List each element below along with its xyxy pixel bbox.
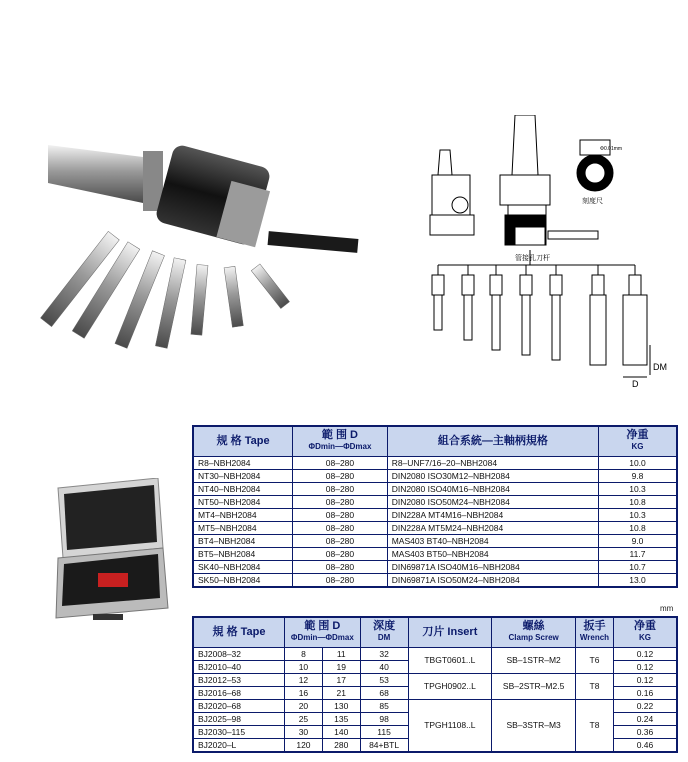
spindle-spec-table — [192, 425, 678, 588]
screw: SB–2STR–M2.5 — [492, 673, 576, 699]
unit-label: mm — [660, 604, 674, 613]
dmin: 120 — [285, 738, 323, 752]
weight: 9.8 — [598, 469, 677, 482]
col-range — [293, 426, 387, 456]
spec: BJ2020–68 — [193, 699, 285, 712]
spec: BJ2030–115 — [193, 725, 285, 738]
spec: NT30–NBH2084 — [193, 469, 293, 482]
weight: 0.22 — [613, 699, 677, 712]
weight: 10.7 — [598, 560, 677, 573]
col-weight-label: 净重 — [633, 620, 656, 633]
screw: SB–1STR–M2 — [492, 647, 576, 673]
col-insert: 刀片 Insert — [408, 617, 492, 647]
table-row — [193, 547, 677, 560]
spec: BJ2016–68 — [193, 686, 285, 699]
weight: 13.0 — [598, 573, 677, 587]
range: 08–280 — [293, 482, 387, 495]
depth: 98 — [360, 712, 408, 725]
insert: TPGH0902..L — [408, 673, 492, 699]
col-screw-label: 螺絲 — [522, 620, 545, 633]
dmax: 130 — [322, 699, 360, 712]
table-row — [193, 673, 677, 686]
dm-size-label: Φ0.01mm — [600, 146, 623, 152]
combo: DIN228A MT5M24–NBH2084 — [387, 521, 598, 534]
combo: DIN228A MT4M16–NBH2084 — [387, 508, 598, 521]
dmin: 12 — [285, 673, 323, 686]
table-row — [193, 699, 677, 712]
range: 08–280 — [293, 456, 387, 469]
col-depth-label: 深度 — [373, 620, 396, 633]
table-row — [193, 495, 677, 508]
col-weight-sub: KG — [631, 442, 644, 452]
spec: SK50–NBH2084 — [193, 573, 293, 587]
combo: MAS403 BT40–NBH2084 — [387, 534, 598, 547]
range: 08–280 — [293, 495, 387, 508]
range: 08–280 — [293, 521, 387, 534]
weight: 9.0 — [598, 534, 677, 547]
weight: 11.7 — [598, 547, 677, 560]
spec: NT50–NBH2084 — [193, 495, 293, 508]
spec: NT40–NBH2084 — [193, 482, 293, 495]
weight: 0.16 — [613, 686, 677, 699]
depth: 85 — [360, 699, 408, 712]
col-weight-label: 净重 — [626, 429, 649, 442]
range: 08–280 — [293, 547, 387, 560]
weight: 10.3 — [598, 482, 677, 495]
spec: BJ2020–L — [193, 738, 285, 752]
spec: SK40–NBH2084 — [193, 560, 293, 573]
col-range-label: 範 围 D — [304, 620, 341, 633]
table-row — [193, 560, 677, 573]
col-depth — [360, 617, 408, 647]
weight: 10.0 — [598, 456, 677, 469]
col-weight — [598, 426, 677, 456]
weight: 0.12 — [613, 673, 677, 686]
scale-label: 刻度尺 — [582, 198, 603, 205]
table-row — [193, 534, 677, 547]
combo: DIN69871A ISO40M16–NBH2084 — [387, 560, 598, 573]
weight: 10.8 — [598, 521, 677, 534]
weight: 10.8 — [598, 495, 677, 508]
col-depth-sub: DM — [377, 633, 391, 643]
dmax: 140 — [322, 725, 360, 738]
range: 08–280 — [293, 560, 387, 573]
dmax: 17 — [322, 673, 360, 686]
spec: BJ2012–53 — [193, 673, 285, 686]
spec: BT5–NBH2084 — [193, 547, 293, 560]
tool-case-photo — [38, 478, 178, 628]
weight: 0.12 — [613, 647, 677, 660]
combo: DIN2080 ISO30M12–NBH2084 — [387, 469, 598, 482]
col-screw — [492, 617, 576, 647]
boring-bar-table — [192, 616, 678, 753]
wrench: T8 — [576, 699, 614, 752]
dmax: 11 — [322, 647, 360, 660]
col-combo: 組合系統—主軸柄規格 — [387, 426, 598, 456]
col-weight — [613, 617, 677, 647]
depth: 32 — [360, 647, 408, 660]
depth: 84+BTL — [360, 738, 408, 752]
table-row — [193, 508, 677, 521]
spec: BT4–NBH2084 — [193, 534, 293, 547]
depth: 53 — [360, 673, 408, 686]
col-spec: 规 格 Tape — [193, 426, 293, 456]
spec: BJ2008–32 — [193, 647, 285, 660]
spec: BJ2025–98 — [193, 712, 285, 725]
dmin: 25 — [285, 712, 323, 725]
range: 08–280 — [293, 469, 387, 482]
col-screw-sub: Clamp Screw — [508, 633, 559, 643]
range: 08–280 — [293, 573, 387, 587]
boring-head-photo — [18, 125, 363, 355]
col-range-sub: ΦDmin—ΦDmax — [308, 442, 372, 452]
col-range-sub: ΦDmin—ΦDmax — [290, 633, 354, 643]
insert: TBGT0601..L — [408, 647, 492, 673]
spec: MT5–NBH2084 — [193, 521, 293, 534]
dmin: 10 — [285, 660, 323, 673]
combo: DIN2080 ISO50M24–NBH2084 — [387, 495, 598, 508]
col-wrench-label: 扳手 — [583, 620, 606, 633]
depth: 40 — [360, 660, 408, 673]
combo: DIN69871A ISO50M24–NBH2084 — [387, 573, 598, 587]
col-range-label: 範 围 D — [321, 429, 358, 442]
spec: MT4–NBH2084 — [193, 508, 293, 521]
wrench: T6 — [576, 647, 614, 673]
screw: SB–3STR–M3 — [492, 699, 576, 752]
table-row — [193, 521, 677, 534]
col-weight-sub: KG — [638, 633, 651, 643]
combo: MAS403 BT50–NBH2084 — [387, 547, 598, 560]
bar-label: 管接孔刀杆 — [515, 255, 550, 262]
weight: 0.36 — [613, 725, 677, 738]
col-wrench-sub: Wrench — [579, 633, 610, 643]
spec: R8–NBH2084 — [193, 456, 293, 469]
insert: TPGH1108..L — [408, 699, 492, 752]
dmax: 280 — [322, 738, 360, 752]
dmax: 21 — [322, 686, 360, 699]
col-range — [285, 617, 361, 647]
col-wrench — [576, 617, 614, 647]
combo: DIN2080 ISO40M16–NBH2084 — [387, 482, 598, 495]
assembly-diagram — [420, 115, 675, 390]
dmin: 16 — [285, 686, 323, 699]
combo: R8–UNF7/16–20–NBH2084 — [387, 456, 598, 469]
weight: 0.46 — [613, 738, 677, 752]
table-row — [193, 469, 677, 482]
depth: 115 — [360, 725, 408, 738]
d-label: D — [632, 379, 639, 389]
table-row — [193, 647, 677, 660]
dmin: 30 — [285, 725, 323, 738]
weight: 0.24 — [613, 712, 677, 725]
dmax: 135 — [322, 712, 360, 725]
dmin: 20 — [285, 699, 323, 712]
weight: 0.12 — [613, 660, 677, 673]
depth: 68 — [360, 686, 408, 699]
range: 08–280 — [293, 508, 387, 521]
table-row — [193, 456, 677, 469]
col-spec: 規 格 Tape — [193, 617, 285, 647]
dm-label: DM — [653, 362, 667, 372]
weight: 10.3 — [598, 508, 677, 521]
table-row — [193, 573, 677, 587]
dmax: 19 — [322, 660, 360, 673]
dmin: 8 — [285, 647, 323, 660]
table-row — [193, 482, 677, 495]
range: 08–280 — [293, 534, 387, 547]
spec: BJ2010–40 — [193, 660, 285, 673]
wrench: T8 — [576, 673, 614, 699]
